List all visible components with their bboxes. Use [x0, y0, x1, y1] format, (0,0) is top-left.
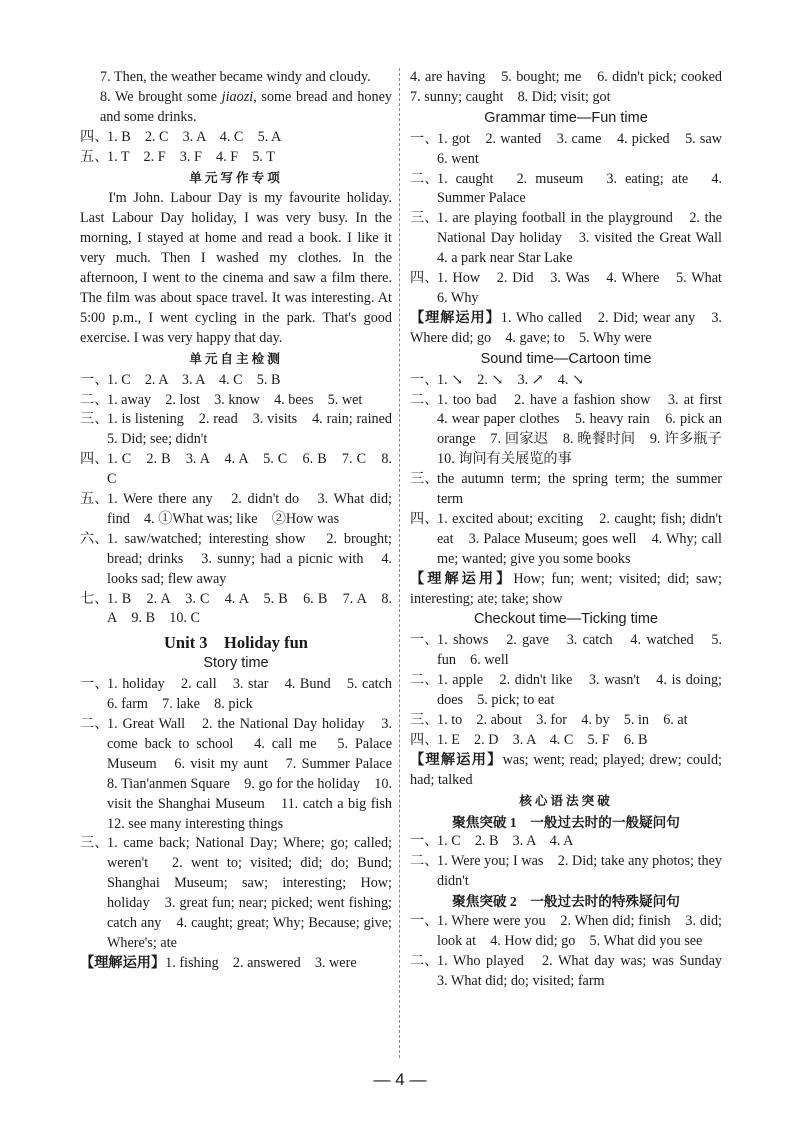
section-marker: 一、 [410, 632, 439, 649]
answer-section [410, 731, 722, 751]
answer-text: 1. caught 2. museum 3. eating; ate 4. Summer Palace [437, 170, 722, 207]
answer-text: 1. are playing football in the playground 2. the National Day holiday 3. visited the Great Wall 4. a park near Star Lake [437, 210, 737, 267]
section-marker: 五、 [80, 491, 109, 508]
answer-text: 1. holiday 2. call 3. star 4. Bund 5. catch 6. farm 7. lake 8. pick [107, 676, 407, 713]
answer-body [410, 912, 722, 952]
answer-body [410, 209, 737, 269]
page-number: — 4 — [373, 1070, 427, 1089]
section-marker: 一、 [410, 913, 439, 930]
section-marker: 三、 [80, 411, 109, 428]
answer-body [410, 711, 722, 731]
answer-line [410, 68, 737, 108]
answer-section [410, 751, 722, 791]
answer-text: the autumn term; the spring term; the summer term [437, 471, 722, 508]
answer-body [80, 490, 392, 530]
answer-body [80, 371, 392, 391]
section-marker: 一、 [410, 833, 439, 850]
answer-text: 1. saw/watched; interesting show 2. brought; bread; drinks 3. sunny; had a picnic with 4. looks sad; flew away [107, 530, 392, 587]
section-marker: 六、 [80, 530, 109, 547]
section-marker: 【理解运用】 [80, 954, 166, 971]
answer-body [410, 510, 722, 570]
answer-text: 1. Where were you 2. When did; finish 3. did; look at 4. How did; go 5. What did you see [437, 913, 722, 949]
section-marker: 二、 [410, 853, 439, 870]
answer-section [80, 834, 392, 953]
answer-text: 1. apple 2. didn't like 3. wasn't 4. is doing; does 5. pick; to eat [437, 672, 722, 709]
answer-text: 1. shows 2. gave 3. catch 4. watched 5. fun 6. well [437, 632, 722, 669]
answer-body [410, 952, 737, 992]
section-marker: 四、 [410, 270, 439, 287]
section-marker: 五、 [80, 148, 109, 165]
section-marker: 二、 [80, 716, 109, 732]
section-marker: 二、 [410, 170, 439, 187]
answer-body [80, 391, 392, 411]
section-heading: 核心语法突破 [519, 793, 613, 808]
answer-section [410, 711, 722, 731]
answer-section [80, 715, 407, 834]
answer-text: 1. E 2. D 3. A 4. C 5. F 6. B [437, 731, 648, 748]
lesson-heading: Story time [203, 655, 269, 672]
answer-section [80, 490, 392, 530]
section-marker: 四、 [80, 128, 109, 145]
answer-section [410, 371, 722, 391]
answer-body [410, 731, 722, 751]
section-heading: 单元写作专项 [189, 170, 283, 185]
answer-text: How; fun; went; visited; did; saw; interesting; ate; take; show [410, 570, 722, 607]
answer-text: 1. is listening 2. read 3. visits 4. rain; rained 5. Did; see; didn't [107, 411, 407, 448]
section-marker: 二、 [410, 952, 439, 969]
answer-text: 8. We brought some [100, 88, 222, 105]
answer-body [410, 391, 737, 471]
answer-section [80, 148, 392, 168]
answer-body [410, 671, 722, 711]
section-marker: 四、 [410, 731, 439, 748]
answer-body [410, 751, 722, 791]
answer-text: 1. B 2. A 3. C 4. A 5. B 6. B 7. A 8. A 9. B 10. C [107, 590, 392, 627]
answer-text: 1. fishing 2. answered 3. were [165, 954, 357, 971]
answer-section [410, 852, 722, 892]
answer-body [80, 834, 392, 953]
answer-body [80, 450, 392, 490]
answer-section [410, 952, 737, 992]
answer-body [410, 170, 722, 210]
answer-body [80, 128, 392, 148]
answer-text: was; went; read; played; drew; could; had; talked [410, 751, 722, 788]
section-marker: 三、 [410, 210, 439, 227]
answer-body [80, 954, 392, 974]
section-marker: 【理解运用】 [410, 309, 501, 326]
answer-text: 1. Who called 2. Did; wear any 3. Where did; go 4. gave; to 5. Why were [410, 309, 722, 346]
section-marker: 四、 [410, 510, 439, 527]
answer-text: 1. Who played 2. What day was; was Sunday 3. What did; do; visited; farm [437, 952, 737, 989]
answer-body [410, 570, 722, 610]
answer-section [80, 391, 392, 411]
answer-body [80, 715, 407, 834]
answer-section [410, 912, 722, 952]
answer-section [410, 391, 737, 471]
answer-text: 1. too bad 2. have a fashion show 3. at first 4. wear paper clothes 5. heavy rain 6. pick an orange 7. 回家迟 8. 晚餐时间 9. 许多瓶子 10. 询问有关展览的事 [437, 391, 737, 468]
answer-text: 1. T 2. F 3. F 4. F 5. T [107, 148, 275, 165]
answer-section [80, 590, 392, 630]
answer-text: , some bread and honey and some drinks. [100, 88, 392, 125]
answer-section [80, 371, 392, 391]
subsection-heading: 聚焦突破 2 一般过去时的特殊疑问句 [452, 894, 680, 910]
answer-body [410, 832, 722, 852]
answer-text: 1. got 2. wanted 3. came 4. picked 5. saw 6. went [437, 130, 737, 167]
answer-text: 1. Were you; I was 2. Did; take any photos; they didn't [437, 853, 722, 890]
answer-section [410, 309, 722, 349]
answer-section [410, 510, 722, 570]
answer-text: 4. are having 5. bought; me 6. didn't pick; cooked 7. sunny; caught 8. Did; visit; got [410, 69, 737, 105]
section-marker: 三、 [410, 712, 439, 728]
answer-section [80, 410, 407, 450]
section-marker: 三、 [410, 471, 439, 488]
answer-line [80, 68, 392, 88]
italic-word: jiaozi [221, 88, 254, 105]
answer-section [410, 671, 722, 711]
section-marker: 二、 [410, 391, 439, 408]
answer-text: 1. C 2. B 3. A 4. A 5. C 6. B 7. C 8. C [107, 451, 392, 488]
lesson-heading: Grammar time—Fun time [484, 109, 648, 126]
section-marker: 一、 [410, 130, 439, 147]
section-marker: 二、 [80, 391, 109, 408]
section-marker: 【理解运用】 [410, 570, 514, 587]
answer-text: 1. How 2. Did 3. Was 4. Where 5. What 6. Why [437, 270, 737, 306]
answer-text: 1. ↘ 2. ↘ 3. ↗ 4. ↘ [437, 371, 584, 388]
answer-body [410, 470, 722, 510]
answer-section [410, 570, 722, 610]
answer-section [80, 675, 407, 715]
answer-section [80, 530, 392, 590]
section-marker: 【理解运用】 [410, 751, 503, 768]
answer-text: 1. excited about; exciting 2. caught; fish; didn't eat 3. Palace Museum; goes well 4. Why; call me; wanted; give you some books [437, 510, 722, 567]
section-marker: 一、 [80, 371, 109, 388]
answer-line [80, 88, 392, 128]
answer-section [410, 631, 722, 671]
answer-body [80, 148, 392, 168]
writing-sample: I'm John. Labour Day is my favourite holiday. Last Labour Day holiday, I was very busy. In the morning, I stayed at home and read a book. I like it very much. Then I washed my clothes. In the afternoon, I went to the cinema and saw a film there. The film was about space travel. It was interesting. At 5:00 p.m., I went cycling in the park. That's good exercise. I was very happy that day. [80, 190, 392, 346]
section-marker: 二、 [410, 672, 439, 689]
answer-text: 7. Then, the weather became windy and cloudy. [100, 69, 371, 85]
answer-body [410, 631, 722, 671]
answer-text: 1. Great Wall 2. the National Day holiday 3. come back to school 4. call me 5. Palace Museum 6. visit my aunt 7. Summer Palace 8. Tian'anmen Square 9. go for the holiday 10. visit the Shanghai Museum 11. catch a big fish 12. see many interesting things [107, 716, 407, 832]
answer-body [410, 269, 737, 309]
answer-section [410, 269, 737, 309]
answer-text: 1. C 2. B 3. A 4. A [437, 833, 574, 850]
answer-section [410, 832, 722, 852]
answer-text: 1. away 2. lost 3. know 4. bees 5. wet [107, 391, 363, 408]
answer-section [410, 130, 737, 170]
section-marker: 一、 [410, 371, 439, 388]
section-marker: 一、 [80, 676, 109, 693]
answer-text: 1. came back; National Day; Where; go; called; weren't 2. went to; visited; did; do; Bund; Shanghai Museum; saw; interesting; How; holiday 3. great fun; near; picked; went fishing; catch any 4. caught; great; Why; Because; give; Where's; ate [107, 835, 392, 951]
answer-section [410, 209, 737, 269]
answer-text: 1. C 2. A 3. A 4. C 5. B [107, 371, 281, 388]
answer-section [80, 954, 392, 974]
answer-body [410, 852, 722, 892]
answer-body [410, 309, 722, 349]
right-column [410, 68, 737, 992]
section-marker: 七、 [80, 590, 109, 607]
unit-title: Unit 3 Holiday fun [164, 633, 308, 653]
answer-body [410, 130, 737, 170]
answer-body [80, 590, 392, 630]
answer-body [80, 530, 392, 590]
answer-body [80, 410, 407, 450]
answer-text: 1. to 2. about 3. for 4. by 5. in 6. at [437, 712, 688, 728]
answer-section [80, 128, 392, 148]
answer-section [80, 450, 392, 490]
lesson-heading: Checkout time—Ticking time [474, 611, 658, 628]
section-marker: 四、 [80, 451, 109, 468]
answer-text: 1. Were there any 2. didn't do 3. What did; find 4. ①What was; like ②How was [107, 491, 392, 527]
answer-section [410, 170, 722, 210]
column-divider [399, 68, 400, 1058]
answer-text: 1. B 2. C 3. A 4. C 5. A [107, 128, 282, 145]
lesson-heading: Sound time—Cartoon time [480, 350, 652, 367]
subsection-heading: 聚焦突破 1 一般过去时的一般疑问句 [452, 814, 680, 830]
answer-body [410, 371, 722, 391]
left-column [80, 68, 407, 974]
section-marker: 三、 [80, 835, 109, 852]
answer-section [410, 470, 722, 510]
answer-body [80, 675, 407, 715]
section-heading: 单元自主检测 [189, 351, 283, 366]
